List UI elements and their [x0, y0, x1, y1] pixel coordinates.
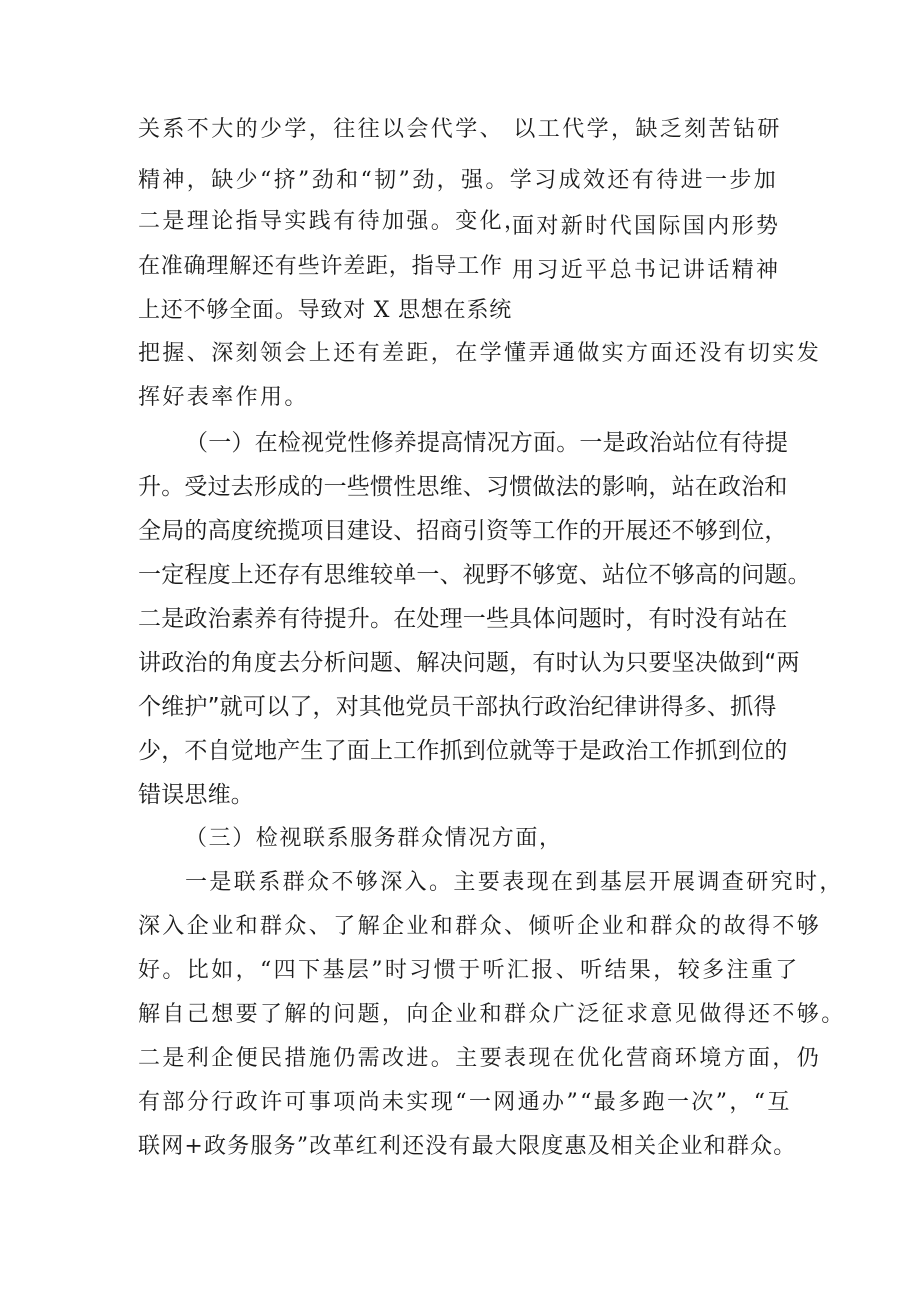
paragraph-line: 好。比如，“四下基层”时习惯于听汇报、听结果，较多注重了	[138, 958, 800, 983]
section-three-heading: （三）检视联系服务群众情况方面，	[185, 826, 563, 851]
paragraph-line: 二是利企便民措施仍需改进。主要表现在优化营商环境方面，仍	[138, 1046, 822, 1071]
paragraph-line: 上还不够全面。导致对 X 思想在系统	[138, 298, 513, 323]
paragraph-line: 深入企业和群众、了解企业和群众、倾听企业和群众的故得不够	[138, 914, 822, 939]
paragraph-line: 精神，缺少“挤”劲和“韧”劲，强。学习成效还有待进一步加	[138, 168, 779, 193]
paragraph-line: 解自己想要了解的问题，向企业和群众广泛征求意见做得还不够。	[138, 1002, 846, 1027]
paragraph-line: 一定程度上还存有思维较单一、视野不够宽、站位不够高的问题。	[138, 562, 811, 588]
paragraph-line: 二是理论指导实践有待加强。变化，	[138, 209, 529, 234]
paragraph-line: 少，不自觉地产生了面上工作抓到位就等于是政治工作抓到位的	[138, 738, 788, 764]
paragraph-line: 升。受过去形成的一些惯性思维、习惯做法的影响，站在政治和	[138, 474, 788, 500]
paragraph-line: 挥好表率作用。	[138, 385, 309, 410]
paragraph-line: 错误思维。	[138, 782, 254, 808]
paragraph-line: 面对新时代国际国内形势	[512, 214, 781, 239]
paragraph-line: 一是联系群众不够深入。主要表现在到基层开展调查研究时，	[185, 870, 844, 895]
paragraph-line: 有部分行政许可事项尚未实现“一网通办”“最多跑一次”，“互	[138, 1090, 792, 1115]
paragraph-line: 全局的高度统揽项目建设、招商引资等工作的开展还不够到位，	[138, 518, 788, 544]
paragraph-line: 在准确理解还有些许差距，指导工作	[138, 254, 503, 279]
paragraph-line: 用习近平总书记讲话精神	[512, 258, 781, 283]
paragraph-line: 联网+政务服务”改革红利还没有最大限度惠及相关企业和群众。	[138, 1134, 797, 1159]
paragraph-line: 把握、深刻领会上还有差距，在学懂弄通做实方面还没有切实发	[138, 341, 822, 366]
paragraph-line: 讲政治的角度去分析问题、解决问题，有时认为只要坚决做到“两	[138, 650, 800, 676]
paragraph-line: 关系不大的少学，往往以会代学、 以工代学，缺乏刻苦钻研	[138, 117, 782, 142]
paragraph-line: 个维护”就可以了，对其他党员干部执行政治纪律讲得多、抓得	[138, 694, 777, 720]
section-one-heading-line: （一）在检视党性修养提高情况方面。一是政治站位有待提	[185, 430, 789, 456]
paragraph-line: 二是政治素养有待提升。在处理一些具体问题时，有时没有站在	[138, 606, 788, 632]
